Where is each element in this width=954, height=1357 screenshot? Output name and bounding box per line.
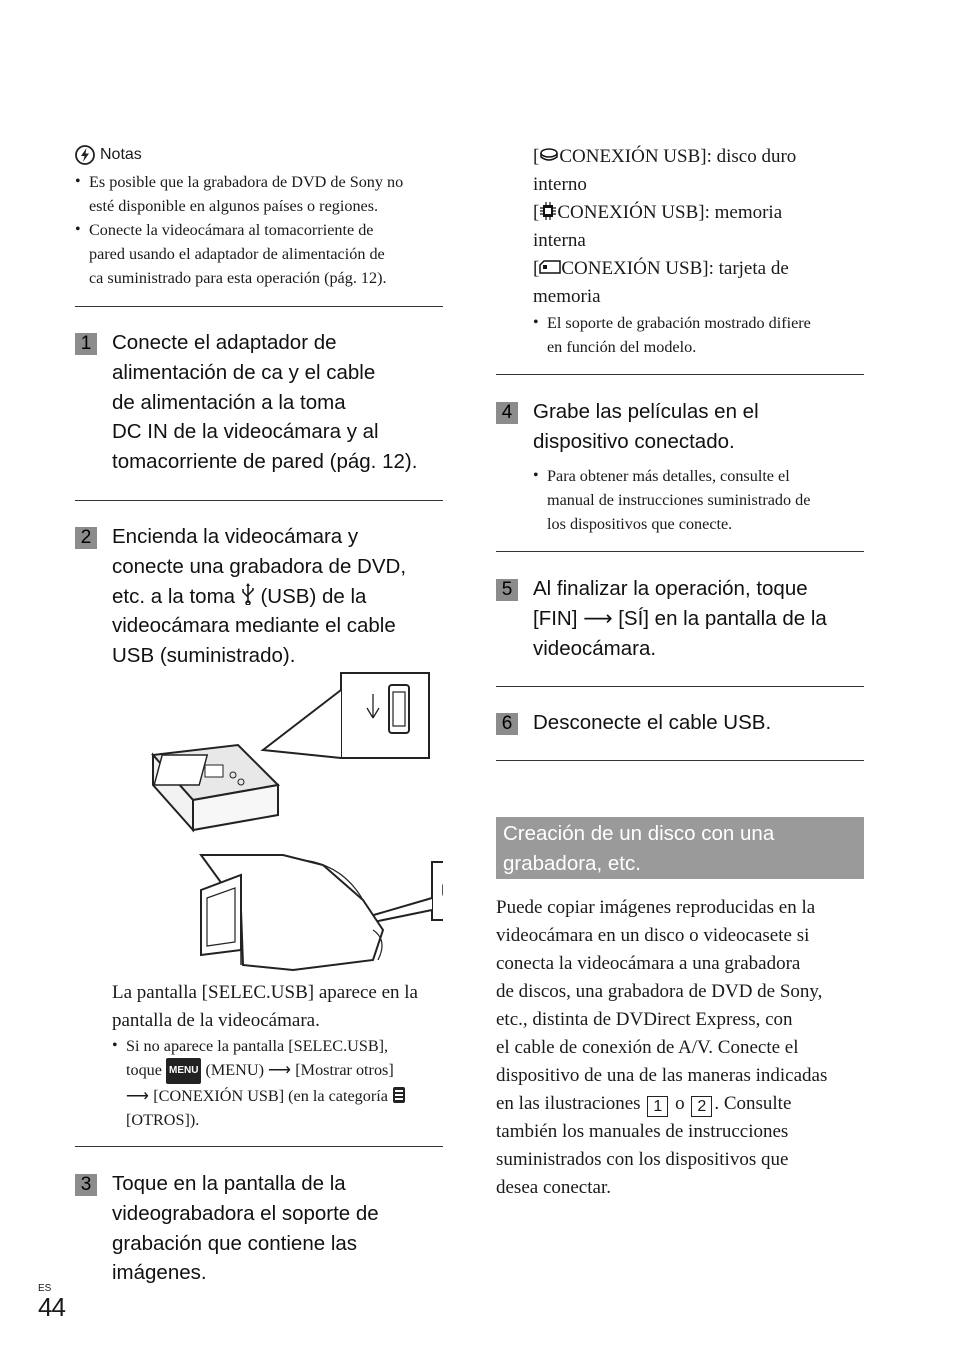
camera-port-callout [432, 862, 443, 920]
notes-line: Es posible que la grabadora de DVD de Sony no [89, 173, 404, 191]
memory-card-icon [539, 259, 561, 275]
step-6-text: Desconecte el cable USB. [533, 711, 772, 734]
step-2-result: La pantalla [SELEC.USB] aparece en la pantalla de la videocámara. [112, 982, 418, 1031]
language-code: ES [38, 1283, 52, 1294]
step-number: 3 [75, 1174, 97, 1196]
step-2-text: Encienda la videocámara y conecte una grabadora de DVD, etc. a la toma (USB) de la videocámara mediante el cable USB (suministrado). [112, 525, 407, 668]
media-options: [ CONEXIÓN USB]: disco duro interno [ CONEXIÓN USB]: memoria interna [ CONEXIÓN USB]: tarjeta de memoria [533, 143, 868, 311]
hdd-icon [539, 147, 559, 163]
bullet: • [75, 173, 81, 190]
menu-button-icon: MENU [166, 1058, 201, 1084]
notes-heading [75, 145, 275, 167]
internal-memory-icon [539, 202, 557, 220]
step-number: 2 [75, 527, 97, 549]
divider [496, 551, 864, 552]
notes-item-1 [75, 170, 443, 218]
section-heading: Creación de un disco con una grabadora, etc. [496, 817, 864, 879]
usb-port-callout [341, 673, 429, 758]
step-1-text: Conecte el adaptador de alimentación de ca y el cable de alimentación a la toma DC IN de la videocámara y al tomacorriente de pared (pág. 12). [112, 331, 418, 474]
illustration-ref-1: 1 [647, 1096, 668, 1117]
notes-line: Conecte la videocámara al tomacorriente de [89, 221, 374, 239]
page-number: 44 [38, 1292, 65, 1322]
camcorder [201, 855, 383, 970]
divider [75, 500, 443, 501]
step-2-note: • Si no aparece la pantalla [SELEC.USB], toque MENU (MENU) ⟶ [Mostrar otros] ⟶ [CONEXIÓN USB] (en la categoría [OTROS]). [112, 1034, 447, 1132]
notes-line: ca suministrado para esta operación (pág. 12). [89, 269, 387, 287]
dvd-recorder [153, 745, 278, 830]
step-3-text: Toque en la pantalla de la videograbadora el soporte de grabación que contiene las imágenes. [112, 1172, 379, 1285]
usb-icon [241, 583, 255, 605]
arrow-right-icon: ⟶ [268, 1061, 292, 1079]
divider [496, 374, 864, 375]
step-5-text: Al finalizar la operación, toque [FIN] ⟶ [SÍ] en la pantalla de la videocámara. [533, 577, 827, 660]
media-option-card: [ CONEXIÓN USB]: tarjeta de [533, 258, 789, 279]
notes-item-2 [75, 218, 443, 290]
arrow-right-icon: ⟶ [583, 606, 613, 630]
media-option-internal: [ CONEXIÓN USB]: memoria [533, 202, 783, 223]
notes-line: pared usando el adaptador de alimentación de [89, 245, 385, 263]
divider [496, 686, 864, 687]
step-4-text: Grabe las películas en el dispositivo conectado. [533, 400, 759, 453]
step-number: 4 [496, 402, 518, 424]
step-number: 5 [496, 579, 518, 601]
divider [75, 1146, 443, 1147]
section-body: Puede copiar imágenes reproducidas en la videocámara en un disco o videocasete si conecta la videocámara a una grabadora de discos, una grabadora de DVD de Sony, etc., distinta de DVDirect Express, con el cable de conexión de A/V. Conecte el dispositivo de una de las maneras indicadas en las ilustraciones 1 o 2 . Consulte también los manuales de instrucciones suministrados con los dispositivos que desea conectar. [496, 897, 828, 1198]
arrow-right-icon: ⟶ [126, 1087, 150, 1105]
bullet: • [533, 467, 539, 484]
notes-title: Notas [100, 146, 142, 163]
step-number: 6 [496, 713, 518, 735]
divider [496, 760, 864, 761]
media-note: • El soporte de grabación mostrado difiere en función del modelo. [533, 311, 868, 359]
illustration-ref-2: 2 [691, 1096, 712, 1117]
media-option-hdd: [ CONEXIÓN USB]: disco duro [533, 146, 797, 167]
connection-illustration [123, 670, 443, 990]
bullet: • [112, 1037, 118, 1054]
bullet: • [533, 314, 539, 331]
bullet: • [75, 221, 81, 238]
caution-icon [75, 145, 95, 165]
step-number: 1 [75, 333, 97, 355]
step-4-note: • Para obtener más detalles, consulte el manual de instrucciones suministrado de los dispositivos que conecte. [533, 464, 868, 536]
notes-line: esté disponible en algunos países o regiones. [89, 197, 379, 215]
others-category-icon [392, 1086, 406, 1104]
divider [75, 306, 443, 307]
